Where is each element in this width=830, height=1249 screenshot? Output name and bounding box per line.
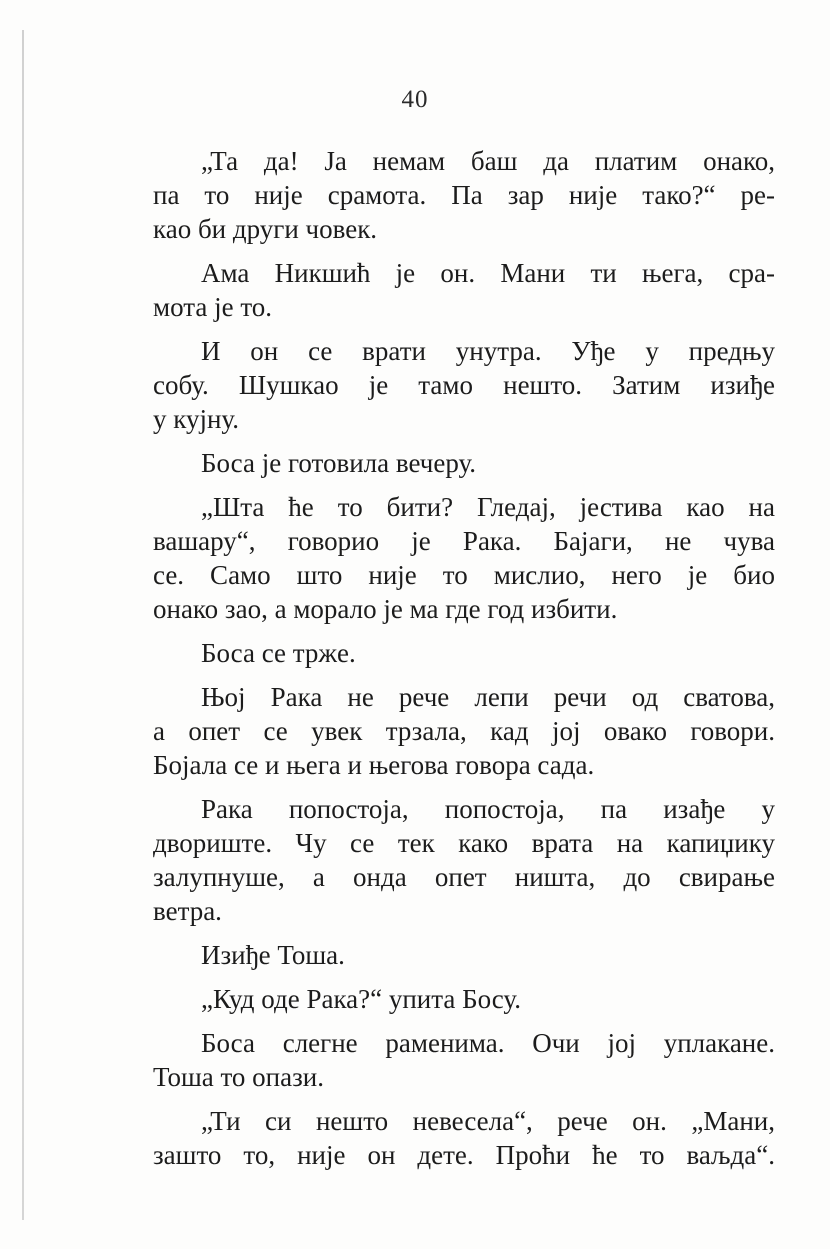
text-line: зашто то, није он дете. Проћи ће то ваљда“. bbox=[153, 1140, 775, 1170]
text-line: „Та да! Ја немам баш да платим онако, bbox=[201, 146, 775, 176]
text-line: Боса слегне раменима. Очи јој уплакане. bbox=[201, 1028, 775, 1058]
text-line: ветра. bbox=[153, 896, 222, 926]
text-line: Изиђе Тоша. bbox=[201, 940, 345, 970]
page-number: 40 bbox=[401, 86, 429, 113]
text-line: собу. Шушкао је тамо нешто. Затим изиђе bbox=[153, 370, 775, 400]
paragraph bbox=[153, 144, 775, 246]
text-line: двориште. Чу се тек како врата на капиџику bbox=[153, 828, 775, 858]
text-line: вашару“, говорио је Рака. Бајаги, не чува bbox=[153, 526, 775, 556]
paragraph bbox=[153, 792, 775, 928]
text-line: „Куд оде Рака?“ упита Босу. bbox=[201, 984, 521, 1014]
paragraph bbox=[153, 334, 775, 436]
text-line: мота је то. bbox=[153, 292, 273, 322]
paragraph bbox=[153, 636, 775, 670]
text-line: у кујну. bbox=[153, 404, 239, 434]
paragraph bbox=[153, 982, 775, 1016]
text-line: Тоша то опази. bbox=[153, 1062, 324, 1092]
text-line: па то није срамота. Па зар није тако?“ ре- bbox=[153, 180, 775, 210]
paragraph bbox=[153, 680, 775, 782]
page-spine-shadow bbox=[22, 30, 24, 1220]
page-body-text bbox=[153, 144, 775, 1182]
text-line: И он се врати унутра. Уђе у предњу bbox=[201, 336, 775, 366]
text-line: се. Само што није то мислио, него је био bbox=[153, 560, 775, 590]
text-line: „Шта ће то бити? Гледај, јестива као на bbox=[201, 492, 775, 522]
text-line: залупнуше, а онда опет ништа, до свирање bbox=[153, 862, 775, 892]
text-line: Њој Рака не рече лепи речи од сватова, bbox=[201, 682, 775, 712]
text-line: као би други човек. bbox=[153, 214, 378, 244]
text-line: Ама Никшић је он. Мани ти њега, сра- bbox=[201, 258, 775, 288]
paragraph bbox=[153, 256, 775, 324]
text-line: Бојала се и њега и његова говора сада. bbox=[153, 750, 595, 780]
paragraph bbox=[153, 446, 775, 480]
text-line: а опет се увек трзала, кад јој овако говори. bbox=[153, 716, 775, 746]
paragraph bbox=[153, 1104, 775, 1172]
text-line: Рака попостоја, попостоја, па изађе у bbox=[201, 794, 775, 824]
text-line: онако зао, а морало је ма где год избити. bbox=[153, 594, 618, 624]
text-line: Боса се тржe. bbox=[201, 638, 356, 668]
text-line: „Ти си нешто невесела“, рече он. „Мани, bbox=[201, 1106, 775, 1136]
text-line: Боса је готовила вечеру. bbox=[201, 448, 477, 478]
paragraph bbox=[153, 938, 775, 972]
paragraph bbox=[153, 1026, 775, 1094]
paragraph bbox=[153, 490, 775, 626]
